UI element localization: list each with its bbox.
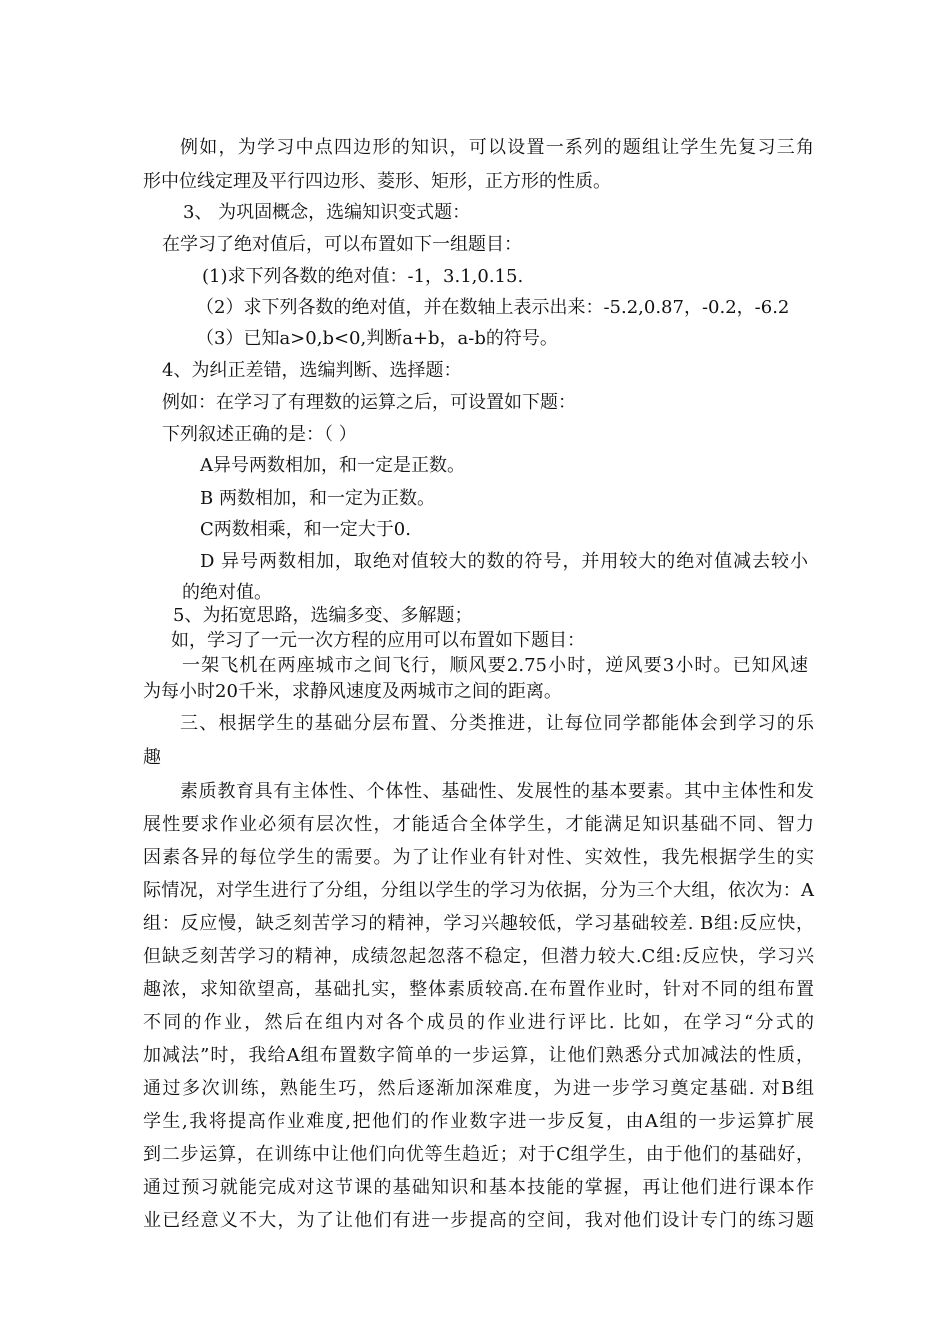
text-line: 学生,我将提高作业难度,把他们的作业数字进一步反复，由A组的一步运算扩展 bbox=[143, 1111, 814, 1132]
text-line: 如，学习了一元一次方程的应用可以布置如下题目： bbox=[171, 630, 585, 651]
text-line: 5、为拓宽思路，选编多变、多解题； bbox=[173, 605, 473, 626]
text-line: 组：反应慢，缺乏刻苦学习的精神，学习兴趣较低，学习基础较差. B组:反应快， bbox=[143, 913, 814, 934]
text-line: 通过预习就能完成对这节课的基础知识和基本技能的掌握，再让他们进行课本作 bbox=[143, 1177, 814, 1198]
text-line: 例如，为学习中点四边形的知识，可以设置一系列的题组让学生先复习三角 bbox=[180, 137, 814, 158]
text-line: 例如：在学习了有理数的运算之后，可设置如下题： bbox=[162, 392, 576, 413]
text-line: 一架飞机在两座城市之间飞行，顺风要2.75小时，逆风要3小时。已知风速 bbox=[182, 655, 808, 676]
section-heading: 趣 bbox=[143, 747, 161, 768]
text-line: 通过多次训练，熟能生巧，然后逐渐加深难度，为进一步学习奠定基础. 对B组 bbox=[143, 1078, 814, 1099]
text-line: 4、为纠正差错，选编判断、选择题： bbox=[162, 360, 462, 381]
text-line: 的绝对值。 bbox=[182, 582, 272, 603]
text-line: (1)求下列各数的绝对值：-1，3.1,0.15. bbox=[202, 266, 524, 287]
text-line: C两数相乘，和一定大于0. bbox=[200, 519, 411, 540]
text-line: 到二步运算，在训练中让他们向优等生趋近；对于C组学生，由于他们的基础好， bbox=[143, 1144, 814, 1165]
text-line: （3）已知a>0,b<0,判断a+b，a-b的符号。 bbox=[196, 328, 558, 349]
text-line: D 异号两数相加，取绝对值较大的数的符号，并用较大的绝对值减去较小 bbox=[200, 551, 808, 572]
text-line: 因素各异的每位学生的需要。为了让作业有针对性、实效性，我先根据学生的实 bbox=[143, 847, 814, 868]
text-line: B 两数相加，和一定为正数。 bbox=[200, 488, 435, 509]
text-line: 不同的作业，然后在组内对各个成员的作业进行评比. 比如，在学习“分式的 bbox=[143, 1012, 814, 1033]
text-line: 在学习了绝对值后，可以布置如下一组题目： bbox=[162, 234, 522, 255]
text-line: 业已经意义不大，为了让他们有进一步提高的空间，我对他们设计专门的练习题 bbox=[143, 1210, 814, 1231]
text-line: 素质教育具有主体性、个体性、基础性、发展性的基本要素。其中主体性和发 bbox=[180, 781, 814, 802]
section-heading: 三、根据学生的基础分层布置、分类推进，让每位同学都能体会到学习的乐 bbox=[180, 713, 814, 734]
text-line: 为每小时20千米，求静风速度及两城市之间的距离。 bbox=[143, 681, 562, 702]
text-line: 3、 为巩固概念，选编知识变式题： bbox=[183, 202, 471, 223]
text-line: （2）求下列各数的绝对值，并在数轴上表示出来：-5.2,0.87，-0.2，-6.2 bbox=[196, 297, 790, 318]
text-line: 下列叙述正确的是：（ ） bbox=[162, 424, 357, 445]
text-line: 际情况，对学生进行了分组，分组以学生的学习为依据，分为三个大组，依次为：A bbox=[143, 880, 814, 901]
text-line: 加减法”时，我给A组布置数字简单的一步运算，让他们熟悉分式加减法的性质， bbox=[143, 1045, 814, 1066]
text-line: 趣浓，求知欲望高，基础扎实，整体素质较高.在布置作业时，针对不同的组布置 bbox=[143, 979, 814, 1000]
text-line: A异号两数相加，和一定是正数。 bbox=[200, 455, 465, 476]
text-line: 但缺乏刻苦学习的精神，成绩忽起忽落不稳定，但潜力较大.C组:反应快，学习兴 bbox=[143, 946, 814, 967]
text-line: 形中位线定理及平行四边形、菱形、矩形，正方形的性质。 bbox=[143, 171, 611, 192]
text-line: 展性要求作业必须有层次性，才能适合全体学生，才能满足知识基础不同、智力 bbox=[143, 814, 814, 835]
